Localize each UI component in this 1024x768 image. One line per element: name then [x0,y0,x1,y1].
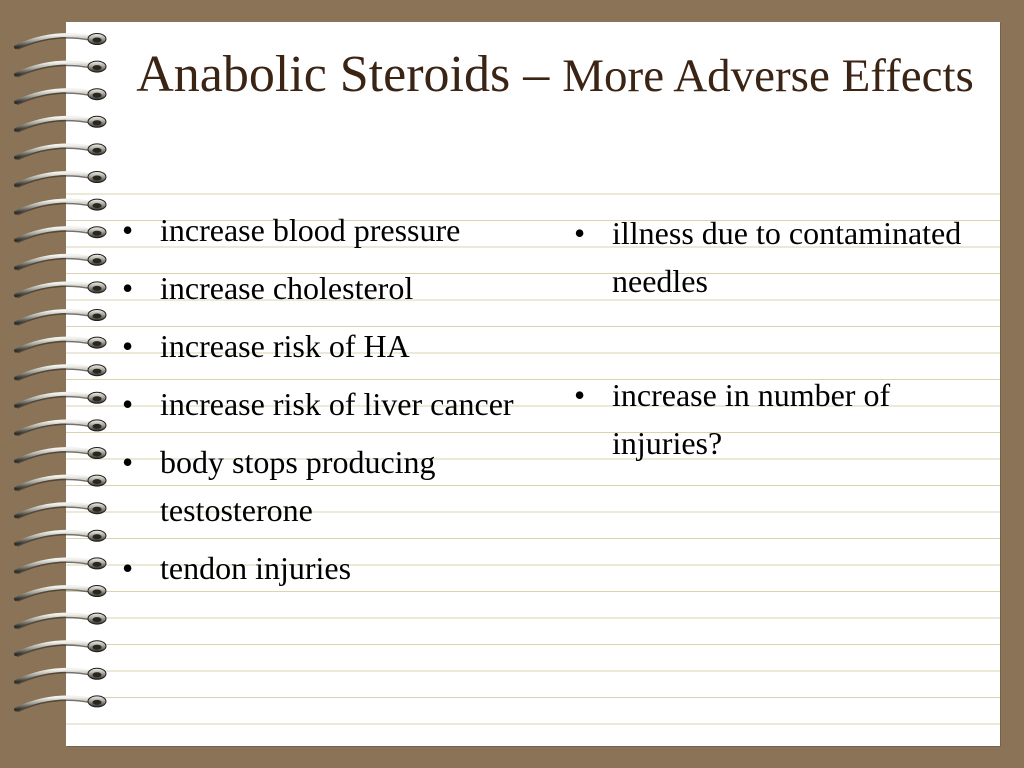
list-item [117,322,537,370]
spiral-ring-icon [16,641,106,657]
list-item-text: increase risk of liver cancer [160,386,514,422]
list-item [117,544,537,592]
list-item-text: increase in number of injuries? [612,377,891,461]
title-dash: – [510,46,563,103]
bullet-icon: • [122,444,134,480]
list-item [117,264,537,312]
spiral-ring-icon [16,696,106,712]
spiral-binding-icon [0,0,120,768]
spiral-ring-icon [16,116,106,132]
slide-title [120,44,990,105]
spiral-ring-icon [16,420,106,436]
list-item-text: increase blood pressure [160,212,461,248]
spiral-ring-icon [16,227,106,243]
spiral-ring-icon [16,558,106,574]
bullet-icon: • [122,270,134,306]
bullet-icon: • [122,328,134,364]
spiral-ring-icon [16,172,106,188]
right-bullet-list [569,209,989,477]
title-main: Anabolic Steroids [136,46,511,103]
list-item-text: illness due to contaminated needles [612,215,962,299]
spiral-ring-icon [16,365,106,381]
spiral-ring-icon [16,668,106,684]
title-subtitle: More Adverse Effects [562,50,974,102]
list-item [569,371,989,467]
list-item-text: body stops producing testosterone [160,444,436,528]
spiral-ring-icon [16,475,106,491]
spiral-ring-icon [16,199,106,215]
spiral-ring-icon [16,144,106,160]
spiral-ring-icon [16,613,106,629]
spiral-ring-icon [16,530,106,546]
spiral-ring-icon [16,503,106,519]
spiral-ring-icon [16,448,106,464]
bullet-icon: • [122,212,134,248]
bullet-icon: • [574,377,586,413]
list-item [117,206,537,254]
spiral-ring-icon [16,392,106,408]
list-item-text: increase risk of HA [160,328,410,364]
list-item [117,380,537,428]
bullet-icon: • [574,215,586,251]
left-bullet-list [117,206,537,602]
list-item [117,438,537,534]
bullet-icon: • [122,386,134,422]
bullet-icon: • [122,550,134,586]
spiral-ring-icon [16,586,106,602]
spiral-ring-icon [16,337,106,353]
spiral-ring-icon [16,34,106,50]
spiral-ring-icon [16,310,106,326]
spiral-ring-icon [16,89,106,105]
list-item-text: increase cholesterol [160,270,414,306]
list-item-text: tendon injuries [160,550,352,586]
spiral-ring-icon [16,254,106,270]
spiral-ring-icon [16,282,106,298]
list-item [569,209,989,305]
spiral-ring-icon [16,61,106,77]
